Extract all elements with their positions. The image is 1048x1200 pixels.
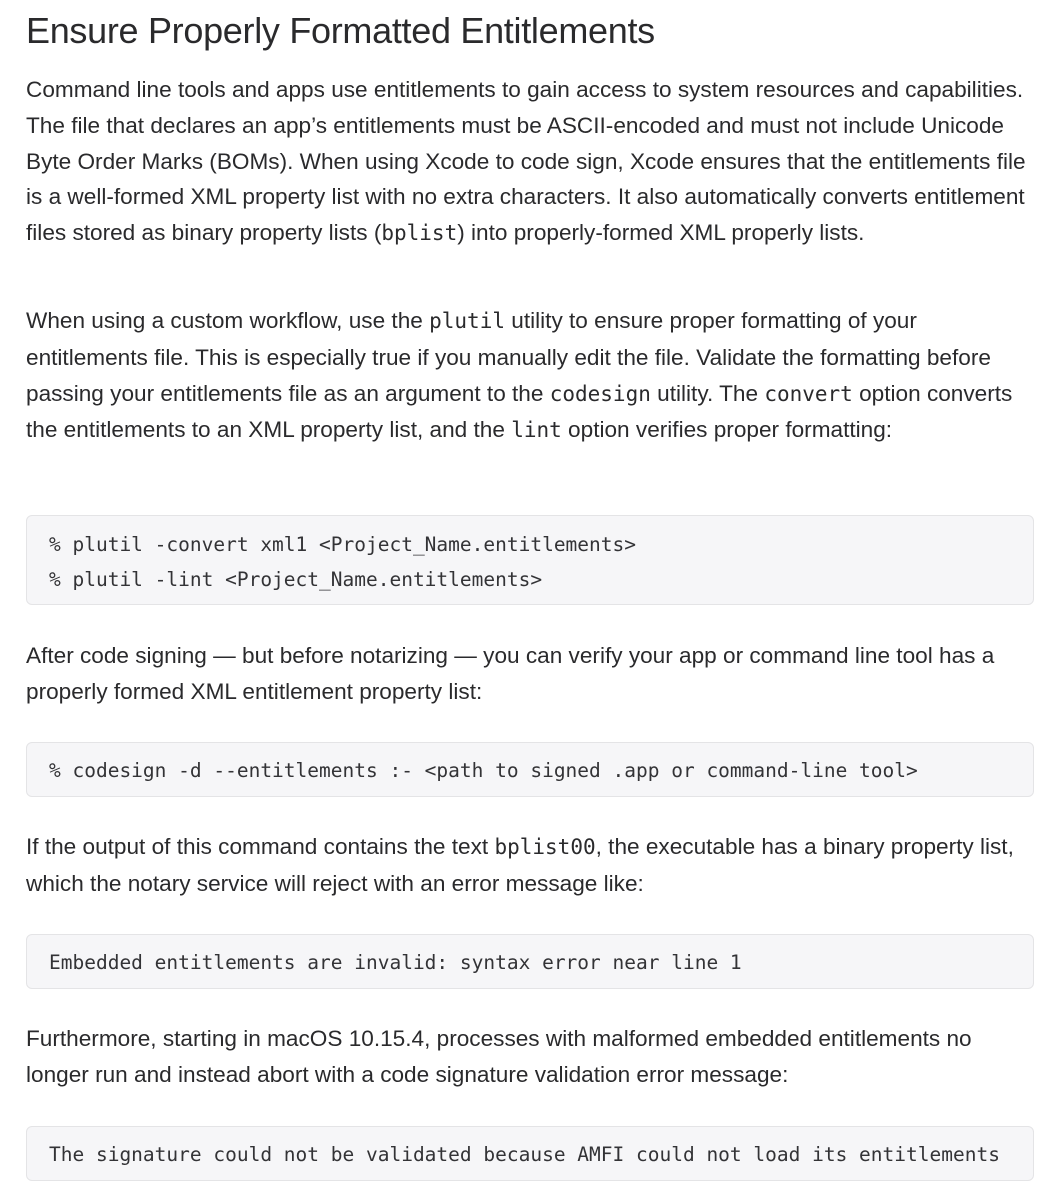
paragraph-verify-after-signing xyxy=(26,638,1036,710)
code-line: % plutil -convert xml1 <Project_Name.entitlements> xyxy=(49,533,636,556)
paragraph-text: Furthermore, starting in macOS 10.15.4, processes with malformed embedded entitlements no longer run and instead abort with a code signature validation error message: xyxy=(26,1026,978,1087)
paragraph-text: ) into properly-formed XML properly lists. xyxy=(457,220,865,246)
paragraph-text: utility to ensure proper formatting of your entitlements file. This is especially true if you manually edit the file. Validate the formatting before passing your entitlements file as an argument to the xyxy=(26,308,998,406)
paragraph-bplist-output xyxy=(26,829,1036,902)
paragraph-text: When using a custom workflow, use the xyxy=(26,308,430,333)
code-line: Embedded entitlements are invalid: syntax error near line 1 xyxy=(49,951,742,974)
page-title: Ensure Properly Formatted Entitlements xyxy=(26,10,655,51)
paragraph-text: option verifies proper formatting: xyxy=(561,417,893,443)
paragraph-text: Command line tools and apps use entitlements to gain access to system resources and capabilities. The file that declares an app’s entitlements must be ASCII-encoded and must not include Unicode Byte Order Marks (BOMs). When using Xcode to code sign, Xcode ensures that the entitlements file is a well-formed XML property list with no extra characters. It also automatically converts entitlement files stored as binary property lists ( xyxy=(26,77,1032,246)
inline-code: lint xyxy=(511,418,562,443)
paragraph-entitlements-intro xyxy=(26,72,1036,252)
paragraph-text: , the executable has a binary property list, which the notary service will reject with an error message like: xyxy=(26,834,1021,896)
code-block-notary-error xyxy=(26,934,1034,989)
paragraph-text: If the output of this command contains the text xyxy=(26,834,495,859)
code-block-codesign xyxy=(26,742,1034,797)
code-line: % plutil -lint <Project_Name.entitlements> xyxy=(49,568,543,591)
code-block-plutil xyxy=(26,515,1034,605)
paragraph-text: option converts the entitlements to an XML property list, and the xyxy=(26,380,1019,443)
inline-code: bplist00 xyxy=(494,835,596,859)
code-line: The signature could not be validated because AMFI could not load its entitlements xyxy=(49,1143,1000,1166)
paragraph-text: utility. The xyxy=(650,380,765,406)
paragraph-macos-10-15-4 xyxy=(26,1021,1036,1093)
code-line: % codesign -d --entitlements :- <path to signed .app or command-line tool> xyxy=(49,759,918,782)
paragraph-text: After code signing — but before notarizing — you can verify your app or command line tool has a properly formed XML entitlement property list: xyxy=(26,643,1001,704)
paragraph-custom-workflow xyxy=(26,303,1036,449)
inline-code: codesign xyxy=(549,381,651,406)
inline-code: bplist xyxy=(381,221,458,246)
inline-code: convert xyxy=(764,381,853,406)
inline-code: plutil xyxy=(429,309,505,333)
code-block-amfi-error xyxy=(26,1126,1034,1181)
